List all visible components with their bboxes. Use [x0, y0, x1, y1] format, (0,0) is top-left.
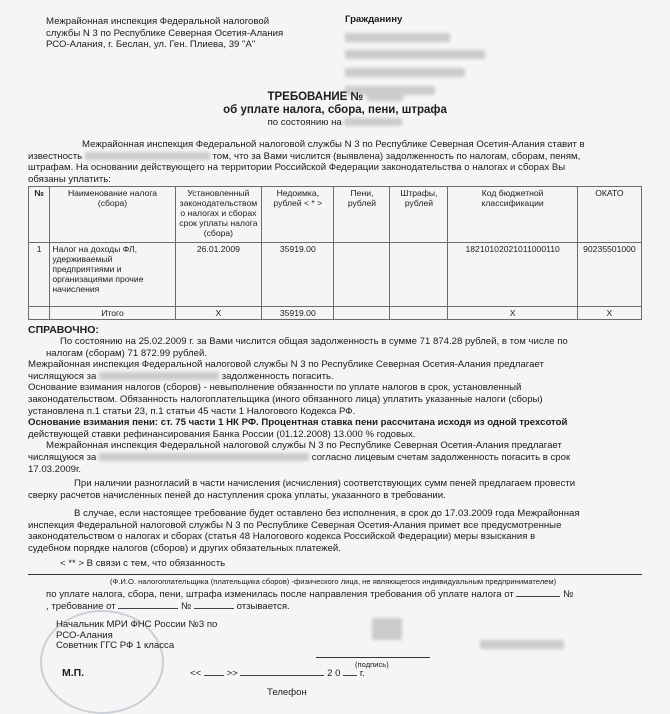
footer-line-2: , требование от № отзывается. — [46, 601, 290, 612]
redacted-name — [345, 33, 450, 42]
cell-penalty — [334, 243, 390, 307]
issuer-line: службы N 3 по Республике Северная Осетия-Алания — [46, 27, 284, 39]
intro-paragraph — [28, 139, 642, 185]
name-caption: (Ф.И.О. налогоплательщика (плательщика сборов) -физического лица, не являющегося индивидуальным предпринимателем) — [110, 577, 557, 586]
redacted-signature — [372, 618, 402, 640]
redacted-address — [345, 68, 465, 77]
reference-line: В случае, если настоящее требование будет оставлено без исполнения, в срок до 17.03.2009 года Межрайонная — [74, 508, 580, 519]
reference-block-1 — [28, 336, 646, 475]
title-line1: ТРЕБОВАНИЕ № — [267, 91, 364, 103]
reference-line: Межрайонная инспекция Федеральной налоговой службы N 3 по Республике Северная Осетия-Алания предлагает — [46, 440, 562, 452]
reference-line: Межрайонная инспекция Федеральной налоговой службы N 3 по Республике Северная Осетия-Алания предлагает — [28, 359, 544, 371]
cell-total-kbk: Х — [448, 307, 577, 320]
intro-line: штрафам. На основании действующего на территории Российской Федерации законодательства о налогах и сборах Вы — [28, 162, 566, 174]
title-line2: об уплате налога, сбора, пени, штрафа — [223, 104, 447, 116]
reference-line: законодательством о налогах и сборах (статья 48 Налогового кодекса Российской Федерации) меры взыскания в — [28, 531, 536, 543]
reference-line: налогам (сборам) 71 872.99 рублей. — [46, 347, 208, 359]
reference-line: сверку расчетов начисленных пеней до наступления срока уплаты, указанного в требовании. — [28, 489, 446, 501]
table-header: Наименование налога (сбора) — [50, 187, 175, 243]
reference-line: Основание взимания налогов (сборов) - невыполнение обязанности по уплате налогов в срок, установленный — [28, 382, 522, 394]
table-header: Установленный законодательством о налогах и сборах срок уплаты налога (сбора) — [175, 187, 262, 243]
cell-name: Налог на доходы ФЛ, удерживаемый предприятиями и организациями прочие начисления — [50, 243, 175, 307]
cell-okato: 90235501000 — [577, 243, 641, 307]
debt-table — [28, 186, 642, 320]
redacted-taxpayer — [99, 372, 219, 380]
cell-fine — [390, 243, 448, 307]
table-header: Штрафы, рублей — [390, 187, 448, 243]
table-header-row — [29, 187, 642, 243]
signature-line — [316, 657, 430, 658]
signer-line: Начальник МРИ ФНС России №3 по — [56, 619, 218, 630]
table-header: Недоимка, рублей < * > — [262, 187, 334, 243]
table-header: № — [29, 187, 50, 243]
reference-block-2 — [28, 478, 646, 501]
signer-line: Советник ГГС РФ 1 класса — [56, 640, 175, 651]
reference-heading: СПРАВОЧНО: — [28, 324, 99, 336]
cell-num: 1 — [29, 243, 50, 307]
intro-line: известность том, что за Вами числится (выявлена) задолженность по налогам, сборам, пеням, — [28, 150, 581, 162]
table-header: Пени, рублей — [334, 187, 390, 243]
footnote-line: < ** > В связи с тем, что обязанность — [60, 558, 226, 569]
table-total-row — [29, 307, 642, 320]
phone-label: Телефон — [267, 687, 307, 698]
redacted-number — [367, 92, 403, 101]
cell-due: 26.01.2009 — [175, 243, 262, 307]
footer-line-1: по уплате налога, сбора, пени, штрафа изменилась после направления требования об уплате налога от № — [46, 589, 574, 600]
addressee-block — [345, 14, 645, 98]
cell-total-penalty — [334, 307, 390, 320]
reference-line: законодательством. Обязанность налогоплательщика (иного обязанного лица) уплатить указанные налоги (сборы) — [28, 393, 543, 405]
intro-line: обязаны уплатить: — [28, 173, 111, 185]
cell-total-due: Х — [175, 307, 262, 320]
signer-line: РСО-Алания — [56, 629, 113, 641]
reference-line: установлена п.1 статьи 23, п.1 статьи 45 части 1 Налогового Кодекса РФ. — [28, 405, 356, 417]
cell-kbk: 18210102021011000110 — [448, 243, 577, 307]
redacted-signer-name — [480, 640, 564, 649]
reference-line: инспекция Федеральной налоговой службы N 3 по Республике Северная Осетия-Алания примет все предусмотренные — [28, 519, 562, 531]
name-underline — [28, 574, 642, 575]
reference-line: числящуюся за согласно лицевым счетам задолженность погасить в срок — [28, 451, 571, 463]
signature-caption: (подпись) — [355, 660, 389, 669]
cell-total-fine — [390, 307, 448, 320]
redacted-date — [344, 118, 402, 126]
redacted-address — [345, 50, 485, 59]
cell-total-label: Итого — [50, 307, 175, 320]
mp-label: М.П. — [62, 667, 85, 679]
signer-block — [56, 620, 256, 652]
reference-line: При наличии разногласий в части начисления (исчисления) соответствующих сумм пеней предлагаем провести — [74, 478, 576, 489]
document-title — [0, 90, 670, 129]
issuer-block — [46, 16, 326, 51]
reference-line: 17.03.2009г. — [28, 463, 82, 475]
cell-arrears: 35919.00 — [262, 243, 334, 307]
reference-block-3 — [28, 508, 646, 554]
title-line3: по состоянию на — [267, 117, 342, 128]
reference-line: По состоянию на 25.02.2009 г. за Вами числится общая задолженность в сумме 71 874.28 рублей, в том числе по — [60, 336, 568, 347]
intro-line: Межрайонная инспекция Федеральной налоговой службы N 3 по Республике Северная Осетия-Алания ставит в — [82, 139, 585, 150]
table-header: ОКАТО — [577, 187, 641, 243]
redacted-taxpayer — [99, 453, 309, 461]
redacted-taxpayer — [85, 152, 210, 160]
cell-total-arrears: 35919.00 — [262, 307, 334, 320]
table-row — [29, 243, 642, 307]
reference-line: Основание взимания пени: ст. 75 части 1 НК РФ. Процентная ставка пени рассчитана исходя из одной трехсотой — [28, 417, 568, 429]
reference-line: числящуюся за задолженность погасить. — [28, 370, 334, 382]
table-header: Код бюджетной классификации — [448, 187, 577, 243]
cell-total-okato: Х — [577, 307, 641, 320]
date-line: << >> 2 0 г. — [190, 668, 365, 679]
issuer-line: РСО-Алания, г. Беслан, ул. Ген. Плиева, 39 "А" — [46, 39, 256, 51]
reference-line: судебном порядке налогов (сборов) и других обязательных платежей. — [28, 542, 341, 554]
issuer-line: Межрайонная инспекция Федеральной налоговой — [46, 16, 270, 27]
addressee-label: Гражданину — [345, 14, 403, 25]
reference-line: действующей ставки рефинансирования Банка России (01.12.2008) 13.000 % годовых. — [28, 428, 416, 440]
